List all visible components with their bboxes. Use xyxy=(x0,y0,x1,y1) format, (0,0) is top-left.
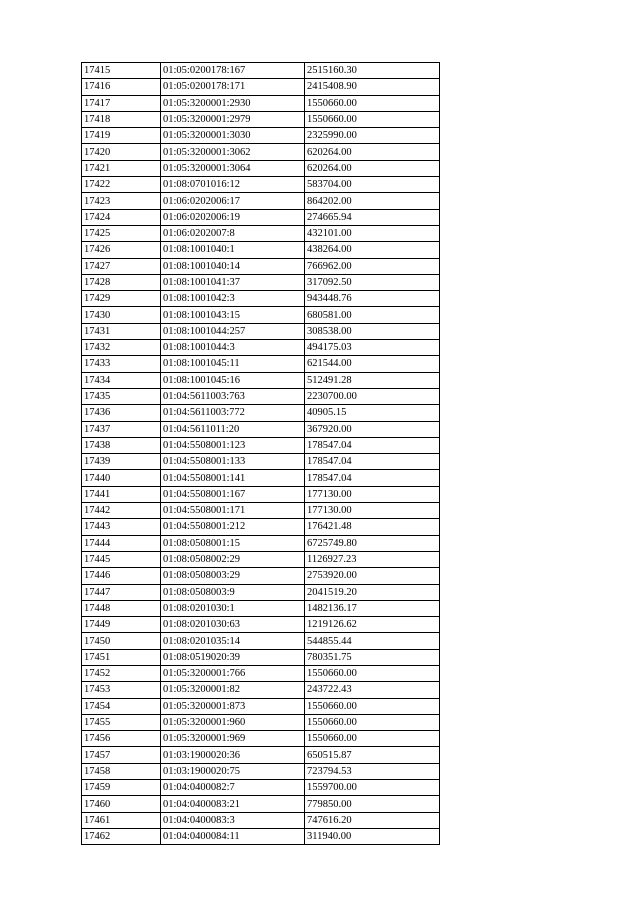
table-row xyxy=(82,79,440,95)
table-row xyxy=(82,828,440,844)
table-row xyxy=(82,503,440,519)
cadastral-code-cell: 01:05:3200001:960 xyxy=(161,714,305,730)
row-id-cell: 17442 xyxy=(82,503,161,519)
row-id-cell: 17454 xyxy=(82,698,161,714)
amount-cell: 1550660.00 xyxy=(305,698,440,714)
cadastral-code-cell: 01:06:0202006:17 xyxy=(161,193,305,209)
table-row xyxy=(82,128,440,144)
cadastral-code-cell: 01:08:0201030:63 xyxy=(161,617,305,633)
table-row xyxy=(82,649,440,665)
row-id-cell: 17447 xyxy=(82,584,161,600)
table-row xyxy=(82,177,440,193)
row-id-cell: 17458 xyxy=(82,763,161,779)
table-row xyxy=(82,193,440,209)
row-id-cell: 17460 xyxy=(82,796,161,812)
row-id-cell: 17459 xyxy=(82,780,161,796)
row-id-cell: 17453 xyxy=(82,682,161,698)
table-row xyxy=(82,242,440,258)
row-id-cell: 17445 xyxy=(82,551,161,567)
amount-cell: 367920.00 xyxy=(305,421,440,437)
row-id-cell: 17424 xyxy=(82,209,161,225)
amount-cell: 1126927.23 xyxy=(305,551,440,567)
cadastral-code-cell: 01:05:3200001:3062 xyxy=(161,144,305,160)
amount-cell: 2325990.00 xyxy=(305,128,440,144)
table-row xyxy=(82,405,440,421)
table-row xyxy=(82,780,440,796)
amount-cell: 1550660.00 xyxy=(305,714,440,730)
amount-cell: 1550660.00 xyxy=(305,731,440,747)
row-id-cell: 17461 xyxy=(82,812,161,828)
row-id-cell: 17432 xyxy=(82,340,161,356)
amount-cell: 723794.53 xyxy=(305,763,440,779)
row-id-cell: 17419 xyxy=(82,128,161,144)
amount-cell: 438264.00 xyxy=(305,242,440,258)
table-row xyxy=(82,682,440,698)
amount-cell: 680581.00 xyxy=(305,307,440,323)
table-row xyxy=(82,633,440,649)
table-row xyxy=(82,551,440,567)
row-id-cell: 17425 xyxy=(82,225,161,241)
row-id-cell: 17417 xyxy=(82,95,161,111)
amount-cell: 780351.75 xyxy=(305,649,440,665)
amount-cell: 650515.87 xyxy=(305,747,440,763)
cadastral-code-cell: 01:04:5508001:141 xyxy=(161,470,305,486)
amount-cell: 177130.00 xyxy=(305,486,440,502)
cadastral-code-cell: 01:08:1001044:257 xyxy=(161,323,305,339)
row-id-cell: 17426 xyxy=(82,242,161,258)
data-table xyxy=(81,62,440,845)
table-row xyxy=(82,454,440,470)
table-row xyxy=(82,617,440,633)
amount-cell: 864202.00 xyxy=(305,193,440,209)
row-id-cell: 17451 xyxy=(82,649,161,665)
cadastral-code-cell: 01:05:3200001:3030 xyxy=(161,128,305,144)
row-id-cell: 17422 xyxy=(82,177,161,193)
table-row xyxy=(82,372,440,388)
table-row xyxy=(82,225,440,241)
cadastral-code-cell: 01:08:1001040:1 xyxy=(161,242,305,258)
cadastral-code-cell: 01:08:0201030:1 xyxy=(161,600,305,616)
amount-cell: 512491.28 xyxy=(305,372,440,388)
cadastral-code-cell: 01:05:0200178:167 xyxy=(161,63,305,79)
table-row xyxy=(82,731,440,747)
cadastral-code-cell: 01:08:0508001:15 xyxy=(161,535,305,551)
cadastral-code-cell: 01:06:0202006:19 xyxy=(161,209,305,225)
table-row xyxy=(82,535,440,551)
cadastral-code-cell: 01:08:1001045:11 xyxy=(161,356,305,372)
table-row xyxy=(82,470,440,486)
cadastral-code-cell: 01:08:1001045:16 xyxy=(161,372,305,388)
row-id-cell: 17449 xyxy=(82,617,161,633)
table-row xyxy=(82,144,440,160)
row-id-cell: 17427 xyxy=(82,258,161,274)
amount-cell: 943448.76 xyxy=(305,291,440,307)
cadastral-code-cell: 01:08:1001040:14 xyxy=(161,258,305,274)
cadastral-code-cell: 01:04:0400082:7 xyxy=(161,780,305,796)
cadastral-code-cell: 01:08:0701016:12 xyxy=(161,177,305,193)
amount-cell: 1219126.62 xyxy=(305,617,440,633)
row-id-cell: 17438 xyxy=(82,437,161,453)
row-id-cell: 17439 xyxy=(82,454,161,470)
row-id-cell: 17415 xyxy=(82,63,161,79)
table-row xyxy=(82,388,440,404)
table-row xyxy=(82,258,440,274)
cadastral-code-cell: 01:04:0400083:21 xyxy=(161,796,305,812)
row-id-cell: 17418 xyxy=(82,111,161,127)
table-row xyxy=(82,796,440,812)
cadastral-code-cell: 01:06:0202007:8 xyxy=(161,225,305,241)
cadastral-code-cell: 01:05:3200001:3064 xyxy=(161,160,305,176)
row-id-cell: 17431 xyxy=(82,323,161,339)
amount-cell: 620264.00 xyxy=(305,160,440,176)
amount-cell: 6725749.80 xyxy=(305,535,440,551)
cadastral-code-cell: 01:05:0200178:171 xyxy=(161,79,305,95)
row-id-cell: 17435 xyxy=(82,388,161,404)
amount-cell: 2753920.00 xyxy=(305,568,440,584)
amount-cell: 1550660.00 xyxy=(305,111,440,127)
row-id-cell: 17462 xyxy=(82,828,161,844)
table-row xyxy=(82,747,440,763)
amount-cell: 747616.20 xyxy=(305,812,440,828)
cadastral-code-cell: 01:08:1001044:3 xyxy=(161,340,305,356)
row-id-cell: 17416 xyxy=(82,79,161,95)
table-row xyxy=(82,209,440,225)
cadastral-code-cell: 01:08:0508002:29 xyxy=(161,551,305,567)
row-id-cell: 17444 xyxy=(82,535,161,551)
table-row xyxy=(82,274,440,290)
cadastral-code-cell: 01:08:0519020:39 xyxy=(161,649,305,665)
table-row xyxy=(82,486,440,502)
row-id-cell: 17420 xyxy=(82,144,161,160)
table-row xyxy=(82,291,440,307)
amount-cell: 494175.03 xyxy=(305,340,440,356)
table-body xyxy=(82,63,440,845)
cadastral-code-cell: 01:04:5611003:763 xyxy=(161,388,305,404)
amount-cell: 1550660.00 xyxy=(305,95,440,111)
table-row xyxy=(82,63,440,79)
cadastral-code-cell: 01:05:3200001:82 xyxy=(161,682,305,698)
table-row xyxy=(82,356,440,372)
row-id-cell: 17421 xyxy=(82,160,161,176)
table-row xyxy=(82,95,440,111)
amount-cell: 317092.50 xyxy=(305,274,440,290)
cadastral-code-cell: 01:03:1900020:36 xyxy=(161,747,305,763)
row-id-cell: 17448 xyxy=(82,600,161,616)
amount-cell: 2515160.30 xyxy=(305,63,440,79)
amount-cell: 1550660.00 xyxy=(305,665,440,681)
table-row xyxy=(82,568,440,584)
cadastral-code-cell: 01:08:0508003:9 xyxy=(161,584,305,600)
row-id-cell: 17430 xyxy=(82,307,161,323)
row-id-cell: 17441 xyxy=(82,486,161,502)
table-row xyxy=(82,340,440,356)
table-row xyxy=(82,763,440,779)
cadastral-code-cell: 01:04:5611003:772 xyxy=(161,405,305,421)
amount-cell: 177130.00 xyxy=(305,503,440,519)
cadastral-code-cell: 01:04:5508001:171 xyxy=(161,503,305,519)
amount-cell: 621544.00 xyxy=(305,356,440,372)
table-row xyxy=(82,714,440,730)
row-id-cell: 17428 xyxy=(82,274,161,290)
row-id-cell: 17450 xyxy=(82,633,161,649)
cadastral-code-cell: 01:04:0400084:11 xyxy=(161,828,305,844)
amount-cell: 176421.48 xyxy=(305,519,440,535)
cadastral-code-cell: 01:05:3200001:766 xyxy=(161,665,305,681)
row-id-cell: 17437 xyxy=(82,421,161,437)
row-id-cell: 17434 xyxy=(82,372,161,388)
row-id-cell: 17433 xyxy=(82,356,161,372)
row-id-cell: 17429 xyxy=(82,291,161,307)
row-id-cell: 17452 xyxy=(82,665,161,681)
table-row xyxy=(82,111,440,127)
amount-cell: 544855.44 xyxy=(305,633,440,649)
cadastral-code-cell: 01:05:3200001:2979 xyxy=(161,111,305,127)
cadastral-code-cell: 01:04:5508001:212 xyxy=(161,519,305,535)
amount-cell: 779850.00 xyxy=(305,796,440,812)
amount-cell: 311940.00 xyxy=(305,828,440,844)
table-row xyxy=(82,160,440,176)
cadastral-code-cell: 01:08:0201035:14 xyxy=(161,633,305,649)
amount-cell: 1559700.00 xyxy=(305,780,440,796)
row-id-cell: 17455 xyxy=(82,714,161,730)
table-row xyxy=(82,519,440,535)
table-row xyxy=(82,323,440,339)
cadastral-code-cell: 01:05:3200001:969 xyxy=(161,731,305,747)
cadastral-code-cell: 01:04:5508001:167 xyxy=(161,486,305,502)
cadastral-code-cell: 01:08:1001041:37 xyxy=(161,274,305,290)
row-id-cell: 17423 xyxy=(82,193,161,209)
table-row xyxy=(82,812,440,828)
row-id-cell: 17446 xyxy=(82,568,161,584)
amount-cell: 766962.00 xyxy=(305,258,440,274)
cadastral-code-cell: 01:08:1001043:15 xyxy=(161,307,305,323)
amount-cell: 274665.94 xyxy=(305,209,440,225)
amount-cell: 1482136.17 xyxy=(305,600,440,616)
table-row xyxy=(82,698,440,714)
table-row xyxy=(82,307,440,323)
table-row xyxy=(82,421,440,437)
table-row xyxy=(82,600,440,616)
amount-cell: 178547.04 xyxy=(305,454,440,470)
amount-cell: 432101.00 xyxy=(305,225,440,241)
cadastral-code-cell: 01:04:5508001:123 xyxy=(161,437,305,453)
table-row xyxy=(82,584,440,600)
amount-cell: 40905.15 xyxy=(305,405,440,421)
amount-cell: 243722.43 xyxy=(305,682,440,698)
table-row xyxy=(82,437,440,453)
row-id-cell: 17440 xyxy=(82,470,161,486)
cadastral-code-cell: 01:05:3200001:2930 xyxy=(161,95,305,111)
amount-cell: 2041519.20 xyxy=(305,584,440,600)
cadastral-code-cell: 01:04:5508001:133 xyxy=(161,454,305,470)
amount-cell: 620264.00 xyxy=(305,144,440,160)
row-id-cell: 17457 xyxy=(82,747,161,763)
amount-cell: 178547.04 xyxy=(305,470,440,486)
amount-cell: 308538.00 xyxy=(305,323,440,339)
cadastral-code-cell: 01:04:0400083:3 xyxy=(161,812,305,828)
cadastral-code-cell: 01:08:0508003:29 xyxy=(161,568,305,584)
cadastral-code-cell: 01:05:3200001:873 xyxy=(161,698,305,714)
row-id-cell: 17456 xyxy=(82,731,161,747)
amount-cell: 583704.00 xyxy=(305,177,440,193)
row-id-cell: 17436 xyxy=(82,405,161,421)
cadastral-code-cell: 01:08:1001042:3 xyxy=(161,291,305,307)
table-row xyxy=(82,665,440,681)
amount-cell: 178547.04 xyxy=(305,437,440,453)
cadastral-code-cell: 01:03:1900020:75 xyxy=(161,763,305,779)
amount-cell: 2415408.90 xyxy=(305,79,440,95)
amount-cell: 2230700.00 xyxy=(305,388,440,404)
row-id-cell: 17443 xyxy=(82,519,161,535)
cadastral-code-cell: 01:04:5611011:20 xyxy=(161,421,305,437)
